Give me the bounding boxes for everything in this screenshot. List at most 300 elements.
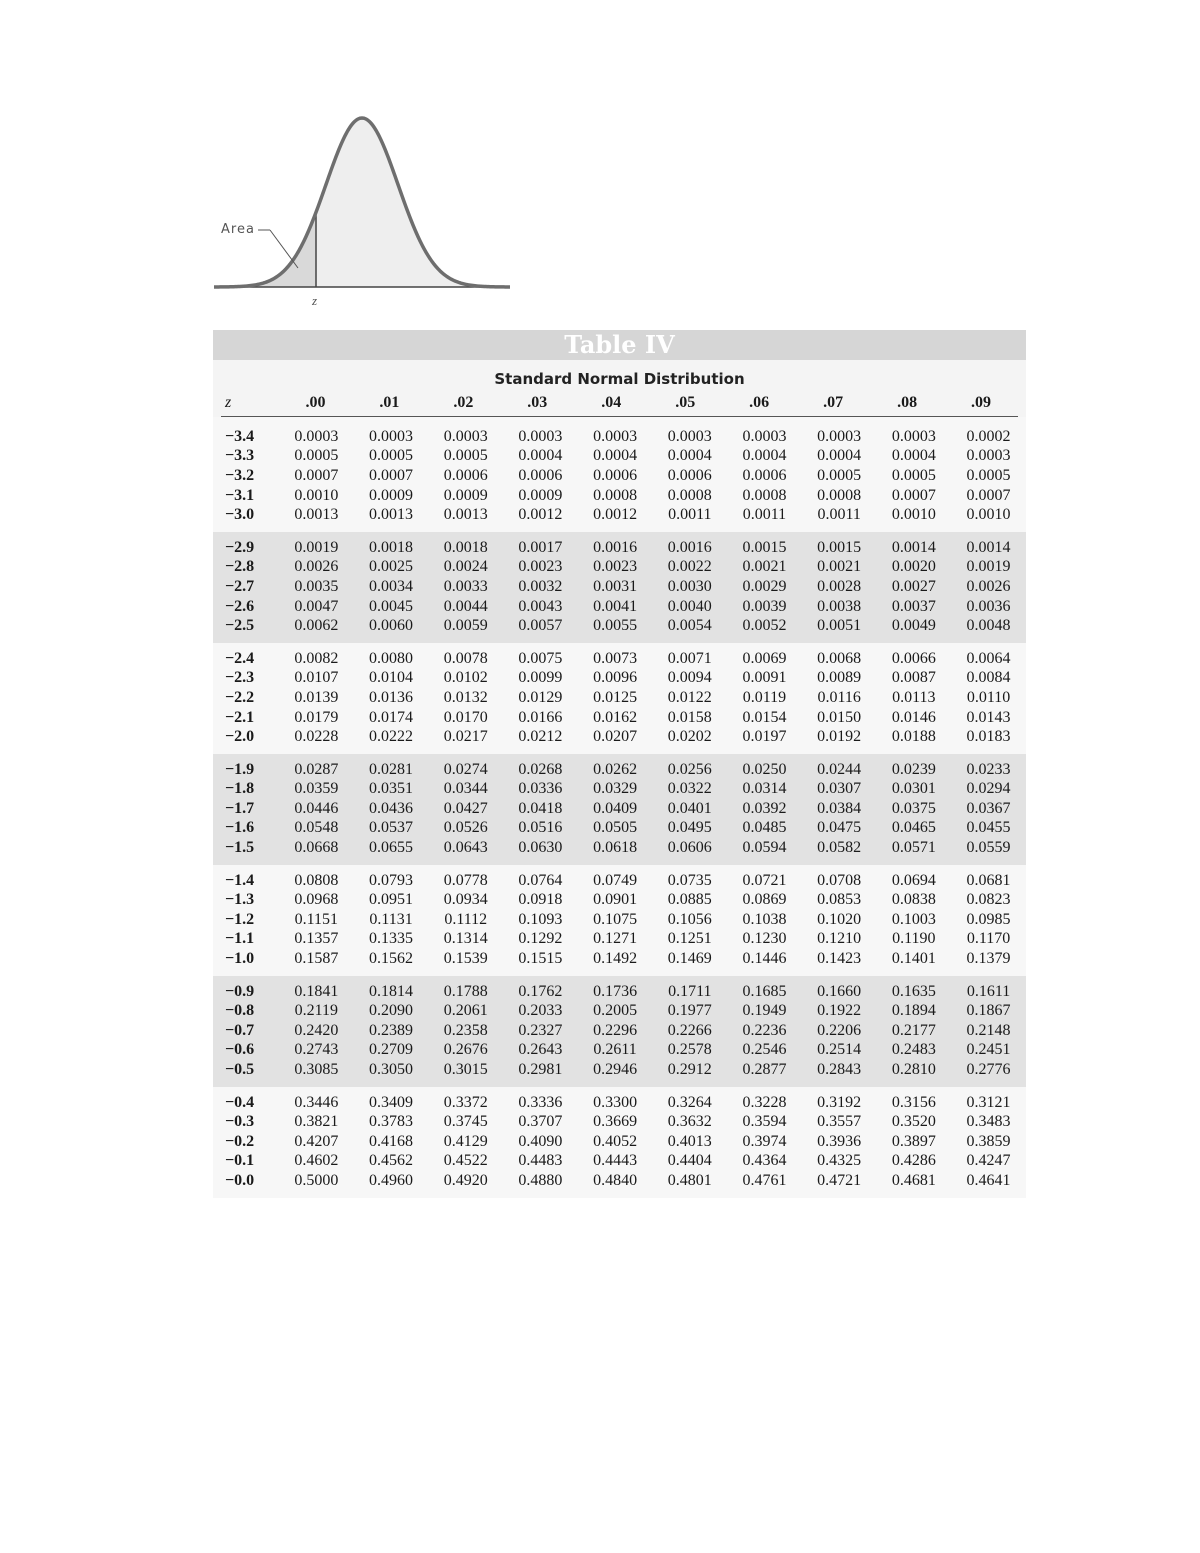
probability-cell: 0.0618 — [593, 839, 638, 857]
probability-cell: 0.2810 — [891, 1061, 936, 1079]
probability-cell: 0.2327 — [518, 1021, 563, 1039]
probability-cell: 0.1977 — [667, 1002, 712, 1020]
probability-cell: 0.4013 — [667, 1132, 712, 1150]
probability-cell: 0.3897 — [891, 1132, 936, 1150]
probability-cell: 0.0030 — [667, 577, 712, 595]
probability-cell: 0.0392 — [742, 799, 787, 817]
z-value: −3.2 — [225, 466, 255, 484]
probability-cell: 0.0003 — [667, 427, 712, 445]
z-value: −2.5 — [225, 617, 255, 635]
table-row — [213, 669, 1026, 689]
probability-cell: 0.4920 — [443, 1171, 488, 1189]
probability-cell: 0.2236 — [742, 1021, 787, 1039]
probability-cell: 0.0003 — [891, 427, 936, 445]
probability-cell: 0.0019 — [966, 558, 1011, 576]
probability-cell: 0.1949 — [742, 1002, 787, 1020]
area-label: Area — [221, 222, 255, 237]
probability-cell: 0.0136 — [369, 688, 414, 706]
probability-cell: 0.2483 — [891, 1041, 936, 1059]
probability-cell: 0.2005 — [593, 1002, 638, 1020]
table-row — [213, 949, 1026, 969]
probability-cell: 0.0008 — [667, 486, 712, 504]
column-header: .03 — [527, 394, 548, 411]
probability-cell: 0.0110 — [966, 688, 1011, 706]
probability-cell: 0.0287 — [294, 760, 339, 778]
z-value: −1.1 — [225, 930, 255, 948]
probability-cell: 0.0004 — [667, 447, 712, 465]
z-value: −1.2 — [225, 910, 255, 928]
probability-cell: 0.0008 — [817, 486, 862, 504]
probability-cell: 0.3520 — [891, 1113, 936, 1131]
probability-cell: 0.1335 — [369, 930, 414, 948]
table-row — [213, 982, 1026, 1002]
probability-cell: 0.4801 — [667, 1171, 712, 1189]
probability-cell: 0.2643 — [518, 1041, 563, 1059]
probability-cell: 0.2676 — [443, 1041, 488, 1059]
probability-cell: 0.0006 — [667, 466, 712, 484]
probability-cell: 0.0436 — [369, 799, 414, 817]
probability-cell: 0.1814 — [369, 982, 414, 1000]
probability-cell: 0.0013 — [443, 506, 488, 524]
probability-cell: 0.0918 — [518, 891, 563, 909]
probability-cell: 0.0038 — [817, 597, 862, 615]
probability-cell: 0.4880 — [518, 1171, 563, 1189]
probability-cell: 0.0548 — [294, 819, 339, 837]
probability-cell: 0.0808 — [294, 871, 339, 889]
probability-cell: 0.0007 — [966, 486, 1011, 504]
probability-cell: 0.0094 — [667, 669, 712, 687]
probability-cell: 0.0010 — [966, 506, 1011, 524]
probability-cell: 0.0582 — [817, 839, 862, 857]
probability-cell: 0.0749 — [593, 871, 638, 889]
probability-cell: 0.3783 — [369, 1113, 414, 1131]
probability-cell: 0.0044 — [443, 597, 488, 615]
probability-cell: 0.4522 — [443, 1152, 488, 1170]
probability-cell: 0.0427 — [443, 799, 488, 817]
z-value: −1.9 — [225, 760, 255, 778]
probability-cell: 0.0005 — [443, 447, 488, 465]
probability-cell: 0.0250 — [742, 760, 787, 778]
probability-cell: 0.0244 — [817, 760, 862, 778]
probability-cell: 0.1711 — [668, 982, 712, 1000]
probability-cell: 0.0329 — [593, 780, 638, 798]
probability-cell: 0.0047 — [294, 597, 339, 615]
probability-cell: 0.0885 — [667, 891, 712, 909]
z-value: −2.9 — [225, 538, 255, 556]
probability-cell: 0.1685 — [742, 982, 787, 1000]
table-row — [213, 688, 1026, 708]
z-value: −0.4 — [225, 1093, 255, 1111]
probability-cell: 0.0537 — [369, 819, 414, 837]
z-value: −1.5 — [225, 839, 255, 857]
probability-cell: 0.0059 — [443, 617, 488, 635]
probability-cell: 0.0037 — [891, 597, 936, 615]
probability-cell: 0.2266 — [667, 1021, 712, 1039]
table-row — [213, 1021, 1026, 1041]
probability-cell: 0.4247 — [966, 1152, 1011, 1170]
probability-cell: 0.1112 — [444, 910, 488, 928]
probability-cell: 0.1660 — [817, 982, 862, 1000]
probability-cell: 0.0021 — [817, 558, 862, 576]
z-value: −1.8 — [225, 780, 255, 798]
probability-cell: 0.1867 — [966, 1002, 1011, 1020]
table-row — [213, 799, 1026, 819]
table-row — [213, 1152, 1026, 1172]
probability-cell: 0.0495 — [667, 819, 712, 837]
probability-cell: 0.2420 — [294, 1021, 339, 1039]
probability-cell: 0.2912 — [667, 1061, 712, 1079]
probability-cell: 0.0132 — [443, 688, 488, 706]
probability-cell: 0.0060 — [369, 617, 414, 635]
z-value: −1.0 — [225, 950, 255, 968]
probability-cell: 0.0082 — [294, 649, 339, 667]
probability-cell: 0.0125 — [593, 688, 638, 706]
probability-cell: 0.0009 — [369, 486, 414, 504]
probability-cell: 0.0322 — [667, 780, 712, 798]
probability-cell: 0.1401 — [891, 950, 936, 968]
probability-cell: 0.0016 — [667, 538, 712, 556]
z-value: −0.5 — [225, 1061, 255, 1079]
z-value: −0.7 — [225, 1021, 255, 1039]
probability-cell: 0.0051 — [817, 617, 862, 635]
column-header: .06 — [749, 394, 770, 411]
table-row — [213, 1041, 1026, 1061]
probability-cell: 0.0170 — [443, 708, 488, 726]
probability-cell: 0.3409 — [369, 1093, 414, 1111]
probability-cell: 0.0009 — [518, 486, 563, 504]
probability-cell: 0.3372 — [443, 1093, 488, 1111]
probability-cell: 0.2451 — [966, 1041, 1011, 1059]
table-row — [213, 486, 1026, 506]
probability-cell: 0.0162 — [593, 708, 638, 726]
probability-cell: 0.0122 — [667, 688, 712, 706]
probability-cell: 0.1038 — [742, 910, 787, 928]
probability-cell: 0.4129 — [443, 1132, 488, 1150]
probability-cell: 0.2546 — [742, 1041, 787, 1059]
probability-cell: 0.0262 — [593, 760, 638, 778]
probability-cell: 0.0823 — [966, 891, 1011, 909]
probability-cell: 0.0217 — [443, 728, 488, 746]
probability-cell: 0.0054 — [667, 617, 712, 635]
probability-cell: 0.0571 — [891, 839, 936, 857]
probability-cell: 0.0011 — [668, 506, 712, 524]
column-header: .02 — [453, 394, 474, 411]
z-value: −2.2 — [225, 688, 255, 706]
probability-cell: 0.0007 — [369, 466, 414, 484]
probability-cell: 0.2119 — [294, 1002, 339, 1020]
probability-cell: 0.0281 — [369, 760, 414, 778]
probability-cell: 0.0143 — [966, 708, 1011, 726]
probability-cell: 0.0013 — [294, 506, 339, 524]
probability-cell: 0.0005 — [891, 466, 936, 484]
header-z: z — [225, 394, 232, 411]
probability-cell: 0.0721 — [742, 871, 787, 889]
z-value: −0.6 — [225, 1041, 255, 1059]
z-value: −3.1 — [225, 486, 255, 504]
probability-cell: 0.4052 — [593, 1132, 638, 1150]
probability-cell: 0.0901 — [593, 891, 638, 909]
z-value: −0.9 — [225, 982, 255, 1000]
probability-cell: 0.1190 — [892, 930, 936, 948]
probability-cell: 0.4721 — [817, 1171, 862, 1189]
probability-cell: 0.3745 — [443, 1113, 488, 1131]
probability-cell: 0.0015 — [742, 538, 787, 556]
z-value: −0.2 — [225, 1132, 255, 1150]
table-row — [213, 910, 1026, 930]
column-header: .01 — [379, 394, 400, 411]
probability-cell: 0.0526 — [443, 819, 488, 837]
probability-cell: 0.1271 — [593, 930, 638, 948]
probability-cell: 0.1003 — [891, 910, 936, 928]
table-row — [213, 760, 1026, 780]
probability-cell: 0.0008 — [742, 486, 787, 504]
probability-cell: 0.0036 — [966, 597, 1011, 615]
probability-cell: 0.0239 — [891, 760, 936, 778]
probability-cell: 0.0228 — [294, 728, 339, 746]
probability-cell: 0.0307 — [817, 780, 862, 798]
probability-cell: 0.0068 — [817, 649, 862, 667]
probability-cell: 0.1788 — [443, 982, 488, 1000]
probability-cell: 0.0188 — [891, 728, 936, 746]
probability-cell: 0.2358 — [443, 1021, 488, 1039]
probability-cell: 0.0192 — [817, 728, 862, 746]
probability-cell: 0.2177 — [891, 1021, 936, 1039]
probability-cell: 0.0102 — [443, 669, 488, 687]
probability-cell: 0.0073 — [593, 649, 638, 667]
probability-cell: 0.3446 — [294, 1093, 339, 1111]
normal-curve-svg — [210, 108, 520, 313]
probability-cell: 0.0017 — [518, 538, 563, 556]
probability-cell: 0.0039 — [742, 597, 787, 615]
probability-cell: 0.0418 — [518, 799, 563, 817]
probability-cell: 0.0006 — [443, 466, 488, 484]
probability-cell: 0.4286 — [891, 1152, 936, 1170]
z-value: −2.0 — [225, 728, 255, 746]
probability-cell: 0.0268 — [518, 760, 563, 778]
probability-cell: 0.1210 — [817, 930, 862, 948]
area-pointer-diagonal — [270, 230, 298, 268]
probability-cell: 0.0066 — [891, 649, 936, 667]
probability-cell: 0.2148 — [966, 1021, 1011, 1039]
probability-cell: 0.0294 — [966, 780, 1011, 798]
table-row — [213, 558, 1026, 578]
probability-cell: 0.0071 — [667, 649, 712, 667]
z-value: −1.7 — [225, 799, 255, 817]
probability-cell: 0.0029 — [742, 577, 787, 595]
probability-cell: 0.0096 — [593, 669, 638, 687]
probability-cell: 0.0022 — [667, 558, 712, 576]
probability-cell: 0.0015 — [817, 538, 862, 556]
probability-cell: 0.4090 — [518, 1132, 563, 1150]
probability-cell: 0.0020 — [891, 558, 936, 576]
probability-cell: 0.0401 — [667, 799, 712, 817]
probability-cell: 0.0014 — [966, 538, 1011, 556]
probability-cell: 0.1292 — [518, 930, 563, 948]
probability-cell: 0.4602 — [294, 1152, 339, 1170]
probability-cell: 0.0002 — [966, 427, 1011, 445]
probability-cell: 0.3228 — [742, 1093, 787, 1111]
probability-cell: 0.0301 — [891, 780, 936, 798]
probability-cell: 0.0003 — [817, 427, 862, 445]
probability-cell: 0.0655 — [369, 839, 414, 857]
probability-cell: 0.0934 — [443, 891, 488, 909]
probability-cell: 0.2709 — [369, 1041, 414, 1059]
probability-cell: 0.0455 — [966, 819, 1011, 837]
probability-cell: 0.0154 — [742, 708, 787, 726]
probability-cell: 0.3300 — [593, 1093, 638, 1111]
z-value: −3.3 — [225, 447, 255, 465]
probability-cell: 0.0344 — [443, 780, 488, 798]
probability-cell: 0.3632 — [667, 1113, 712, 1131]
probability-cell: 0.0367 — [966, 799, 1011, 817]
probability-cell: 0.1446 — [742, 950, 787, 968]
probability-cell: 0.0150 — [817, 708, 862, 726]
probability-cell: 0.0465 — [891, 819, 936, 837]
probability-cell: 0.1611 — [966, 982, 1011, 1000]
probability-cell: 0.0985 — [966, 910, 1011, 928]
probability-cell: 0.1093 — [518, 910, 563, 928]
probability-cell: 0.3594 — [742, 1113, 787, 1131]
z-value: −2.8 — [225, 558, 255, 576]
probability-cell: 0.1736 — [593, 982, 638, 1000]
probability-cell: 0.3859 — [966, 1132, 1011, 1150]
probability-cell: 0.0009 — [443, 486, 488, 504]
table-title-bar — [213, 330, 1026, 360]
probability-cell: 0.1056 — [667, 910, 712, 928]
z-value: −3.4 — [225, 427, 255, 445]
probability-cell: 0.0091 — [742, 669, 787, 687]
probability-cell: 0.0025 — [369, 558, 414, 576]
probability-cell: 0.0014 — [891, 538, 936, 556]
table-row — [213, 1093, 1026, 1113]
probability-cell: 0.0003 — [518, 427, 563, 445]
probability-cell: 0.0006 — [518, 466, 563, 484]
probability-cell: 0.1922 — [817, 1002, 862, 1020]
probability-cell: 0.3015 — [443, 1061, 488, 1079]
probability-cell: 0.0016 — [593, 538, 638, 556]
probability-cell: 0.3336 — [518, 1093, 563, 1111]
table-row — [213, 1060, 1026, 1080]
table-row — [213, 577, 1026, 597]
probability-cell: 0.0089 — [817, 669, 862, 687]
probability-cell: 0.0018 — [443, 538, 488, 556]
row-group — [213, 754, 1026, 865]
probability-cell: 0.1762 — [518, 982, 563, 1000]
probability-cell: 0.0021 — [742, 558, 787, 576]
probability-cell: 0.0446 — [294, 799, 339, 817]
probability-cell: 0.0003 — [593, 427, 638, 445]
table-row — [213, 890, 1026, 910]
probability-cell: 0.1357 — [294, 930, 339, 948]
probability-cell: 0.0004 — [593, 447, 638, 465]
probability-cell: 0.0166 — [518, 708, 563, 726]
probability-cell: 0.0026 — [966, 577, 1011, 595]
probability-cell: 0.0027 — [891, 577, 936, 595]
probability-cell: 0.1841 — [294, 982, 339, 1000]
z-value: −2.1 — [225, 708, 255, 726]
probability-cell: 0.0104 — [369, 669, 414, 687]
probability-cell: 0.0708 — [817, 871, 862, 889]
table-row — [213, 1171, 1026, 1191]
probability-cell: 0.0035 — [294, 577, 339, 595]
table-row — [213, 447, 1026, 467]
probability-cell: 0.0019 — [294, 538, 339, 556]
probability-cell: 0.0594 — [742, 839, 787, 857]
table-row — [213, 780, 1026, 800]
probability-cell: 0.0031 — [593, 577, 638, 595]
probability-cell: 0.3821 — [294, 1113, 339, 1131]
probability-cell: 0.0793 — [369, 871, 414, 889]
table-header — [213, 360, 1026, 417]
z-value: −1.6 — [225, 819, 255, 837]
probability-cell: 0.1492 — [593, 950, 638, 968]
probability-cell: 0.0004 — [518, 447, 563, 465]
probability-cell: 0.2578 — [667, 1041, 712, 1059]
row-group — [213, 643, 1026, 754]
probability-cell: 0.4840 — [593, 1171, 638, 1189]
probability-cell: 0.0116 — [817, 688, 861, 706]
probability-cell: 0.0359 — [294, 780, 339, 798]
probability-cell: 0.0007 — [294, 466, 339, 484]
row-group — [213, 417, 1026, 532]
z-value: −2.6 — [225, 597, 255, 615]
probability-cell: 0.2514 — [817, 1041, 862, 1059]
probability-cell: 0.2877 — [742, 1061, 787, 1079]
probability-cell: 0.0409 — [593, 799, 638, 817]
probability-cell: 0.0735 — [667, 871, 712, 889]
probability-cell: 0.0222 — [369, 728, 414, 746]
probability-cell: 0.0062 — [294, 617, 339, 635]
row-group — [213, 865, 1026, 976]
column-header: .08 — [897, 394, 918, 411]
probability-cell: 0.0606 — [667, 839, 712, 857]
probability-cell: 0.0778 — [443, 871, 488, 889]
probability-cell: 0.0005 — [966, 466, 1011, 484]
probability-cell: 0.0119 — [742, 688, 787, 706]
probability-cell: 0.3483 — [966, 1113, 1011, 1131]
probability-cell: 0.0034 — [369, 577, 414, 595]
probability-cell: 0.1151 — [294, 910, 339, 928]
probability-cell: 0.0158 — [667, 708, 712, 726]
row-group — [213, 976, 1026, 1087]
probability-cell: 0.0668 — [294, 839, 339, 857]
probability-cell: 0.0023 — [593, 558, 638, 576]
probability-cell: 0.0084 — [966, 669, 1011, 687]
probability-cell: 0.0040 — [667, 597, 712, 615]
probability-cell: 0.0113 — [892, 688, 936, 706]
probability-cell: 0.1230 — [742, 930, 787, 948]
table-row — [213, 505, 1026, 525]
probability-cell: 0.0010 — [294, 486, 339, 504]
table-row — [213, 727, 1026, 747]
probability-cell: 0.1635 — [891, 982, 936, 1000]
table-body — [213, 417, 1026, 1198]
probability-cell: 0.1314 — [443, 930, 488, 948]
probability-cell: 0.0013 — [369, 506, 414, 524]
z-value: −0.3 — [225, 1113, 255, 1131]
probability-cell: 0.0274 — [443, 760, 488, 778]
probability-cell: 0.4207 — [294, 1132, 339, 1150]
column-header: .00 — [305, 394, 326, 411]
table-row — [213, 1132, 1026, 1152]
probability-cell: 0.3085 — [294, 1061, 339, 1079]
probability-cell: 0.0080 — [369, 649, 414, 667]
z-value: −2.4 — [225, 649, 255, 667]
column-header: .07 — [823, 394, 844, 411]
probability-cell: 0.3156 — [891, 1093, 936, 1111]
probability-cell: 0.2061 — [443, 1002, 488, 1020]
z-label: z — [312, 293, 319, 308]
